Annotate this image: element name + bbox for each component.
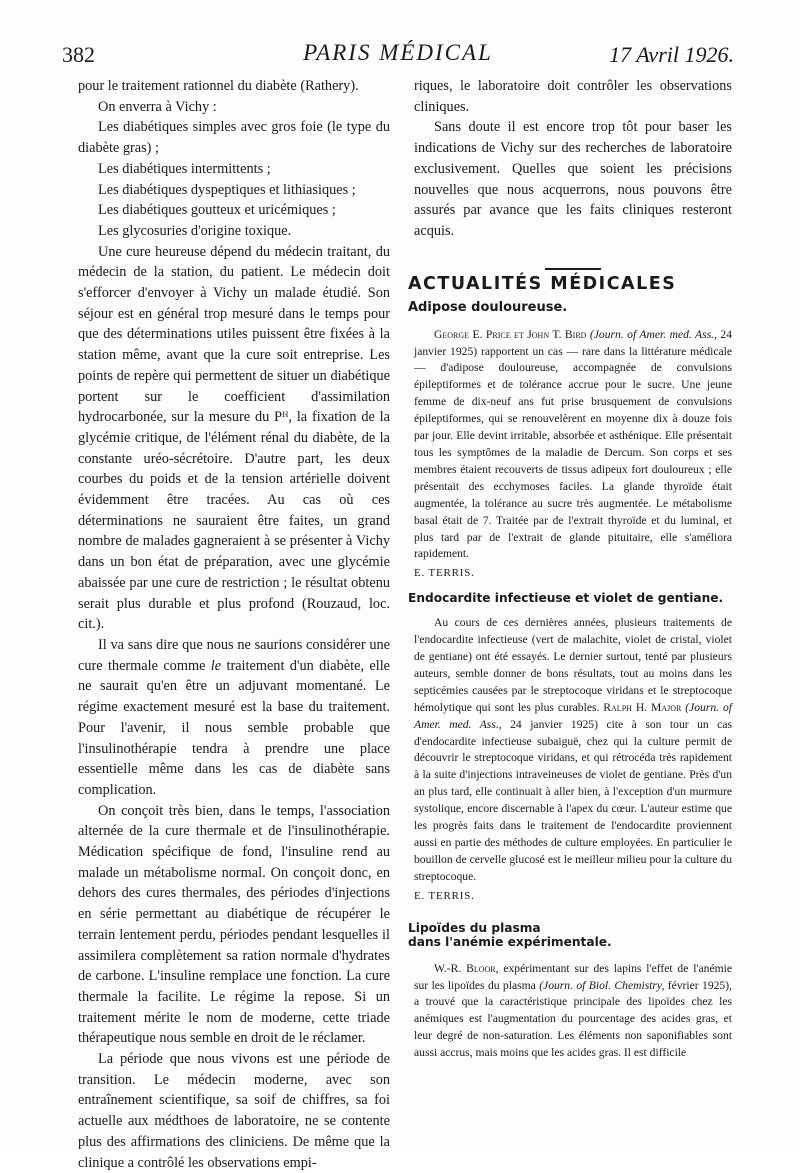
paragraph: On conçoit très bien, dans le temps, l'association alternée de la cure thermale et de l'insulinothérapie. Médication spécifique de fond, l'insuline rend au malade un métabolisme normal. On conçoit donc, en dehors des cures thermales, des périodes d'injections en série permettant au diabétique de récupérer le terrain lentement perdu, périodes pendant lesquelles il assimilera complètement sa ration normale d'hydrates de carbone. L'insuline remplace une fonction. La cure thermale la facilite. Le régime la repose. Si un traitement mérite le nom de moderne, cette triade thérapeutique nous semble en droit de le réclamer. (78, 802, 390, 1047)
list-item: Les diabétiques dyspeptiques et lithiasiques ; (98, 181, 356, 198)
list-item: Les diabétiques intermittents ; (98, 160, 271, 177)
article-title: dans l'anémie expérimentale. (408, 934, 612, 949)
author-name: George E. Price et John T. Bird (434, 327, 587, 341)
running-header (62, 40, 734, 70)
signature: E. TERRIS. (414, 889, 475, 902)
journal-title: PARIS MÉDICAL (303, 40, 493, 65)
list-item: Les glycosuries d'origine toxique. (98, 222, 292, 239)
paragraph: Il va sans dire que nous ne saurions considérer une cure thermale comme le traitement d'un diabète, elle ne saurait qu'en être un adjuvant momentané. Le régime exactement mesuré est la base du traitement. Pour l'avenir, il nous semble probable que l'insulinothérapie tendra à prendre une place essentielle même dans les cas de diabète sans complication. (78, 636, 391, 798)
right-column (408, 76, 738, 1062)
paragraph: pour le traitement rationnel du diabète (Rathery). (78, 78, 359, 94)
emphasis: le (210, 657, 222, 674)
paragraph: Sans doute il est encore trop tôt pour baser les indications de Vichy sur des recherches de laboratoire exclusivement. Quelles que soient les précisions nouvelles que nous acquerrons, nous pouvons être assurés par avance que les faits cliniques resteront acquis. (414, 119, 732, 239)
page-number: 382 (62, 42, 95, 67)
article-title: Lipoïdes du plasma (408, 920, 541, 935)
issue-date: 17 Avril 1926. (609, 42, 734, 67)
author-name: Ralph H. Major (603, 700, 682, 714)
section-title: ACTUALITÉS MÉDICALES (408, 273, 677, 294)
article-text: George E. Price et John T. Bird (Journ. of Amer. med. Ass., 24 janvier 1925) rapportent un cas — rare dans la littérature médicale — d'adipose douloureuse, accompagnée de convulsions épileptiformes et de tolérance accrue pour le sucre. Une jeune femme de dix-neuf ans fut prise brusquement de convulsions épileptiformes, qui se renouvelèrent en moyenne dix à douze fois par jour. Elle devint irritable, absorbée et asthénique. Elle présentait tous les symptômes de la maladie de Dercum. Son corps et ses membres étaient recouverts de tissus adipeux fort douloureux ; elle présentait des ecchymoses faciles. La glande thyroïde était augmentée, la tolérance au sucre très augmentée. Le métabolisme basal était de 7. Traitée par de l'extrait thyroïde et du luminal, et plus tard par de l'extrait de glande pituitaire, elle s'améliora rapidement. (414, 327, 732, 561)
paragraph: riques, le laboratoire doit contrôler les observations cliniques. (414, 78, 732, 115)
journal-citation: (Journ. of Amer. med. Ass., (414, 700, 732, 731)
list-item: Les diabétiques goutteux et uricémiques ; (98, 202, 336, 219)
section-divider (545, 268, 601, 270)
article-title: Endocardite infectieuse et violet de gentiane. (408, 591, 724, 606)
indication-list (78, 117, 390, 241)
article-text: Au cours de ces dernières années, plusieurs traitements de l'endocardite infectieuse (vert de malachite, violet de cristal, violet de gentiane) ont été essayés. Le dernier surtout, tenté par plusieurs auteurs, semble donner de bons résultats, tout au moins dans les septicémies causées par le streptocoque viridans et le streptocoque hémolytique qui sont les plus curables. Ralph H. Major (Journ. of Amer. med. Ass., 24 janvier 1925) cite à son tour un cas d'endocardite infectieuse subaiguë, chez qui la culture permit de découvrir le streptocoque viridans, et qui rétrocéda très rapidement à la suite d'injections intraveineuses de violet de gentiane. Près d'un an plus tard, elle continuait à aller bien, à l'exception d'un murmure systolique, encore discernable à l'apex du cœur. L'auteur estime que les progrès faits dans le traitement de l'endocardite proviennent aussi en partie des méthodes de culture employées. En particulier le bouillon de cervelle glucosé est le meilleur milieu pour la culture du streptocoque. (414, 616, 732, 883)
paragraph: La période que nous vivons est une période de transition. Le médecin moderne, avec son entraînement scientifique, sa soif de chiffres, sa foi actuelle aux médthoes de laboratoire, ne se contente plus des affirmations des cliniciens. De même que la clinique a contrôlé les observations empi- (78, 1051, 390, 1171)
left-column (78, 76, 390, 1173)
paragraph: On enverra à Vichy : (98, 98, 217, 115)
journal-citation: (Journ. of Amer. med. Ass., (589, 327, 717, 341)
paragraph: Une cure heureuse dépend du médecin traitant, du médecin de la station, du patient. Le médecin doit s'efforcer d'envoyer à Vichy un malade étudié. Son séjour est en général trop mesuré dans le temps pour que des déterminations utiles puissent être fixées à la station même, avant que la cure soit entreprise. Les points de repère qui permettent de situer un diabétique portent sur le coefficient d'assimilation hydrocarbonée, sur la mesure du Pᴴ, la fixation de la glycémie critique, de l'élément rénal du diabète, de la constante uréo-sécrétoire. D'autre part, les deux courbes du poids et de la tension artérielle doivent évidemment être tracées. Au cas où ces déterminations ne sauraient être faites, un grand nombre de malades gagneraient à se présenter à Vichy dans un bon état de préparation, avec une glycémie abaissée par une cure de restriction ; le résultat obtenu serait plus durable et plus profond (Rouzaud, loc. cit.). (78, 243, 390, 633)
article-title: Adipose douloureuse. (408, 299, 568, 315)
author-name: W.-R. Bloor (434, 961, 496, 975)
signature: E. TERRIS. (414, 567, 475, 580)
list-item: Les diabétiques simples avec gros foie (le type du diabète gras) ; (78, 119, 390, 157)
journal-citation: (Journ. of Biol. Chemistry, (539, 978, 665, 992)
article-text: W.-R. Bloor, expérimentant sur des lapins l'effet de l'anémie sur les lipoïdes du plasma (Journ. of Biol. Chemistry, février 1925), a trouvé que la caractéristique principale des lipoïdes chez les anémiques est l'augmentation du pourcentage des acides gras, et leur degré de non-saturation. Les éléments non saponifiables sont aussi accrus, mais moins que les acides gras. Il est difficile (414, 961, 732, 1060)
